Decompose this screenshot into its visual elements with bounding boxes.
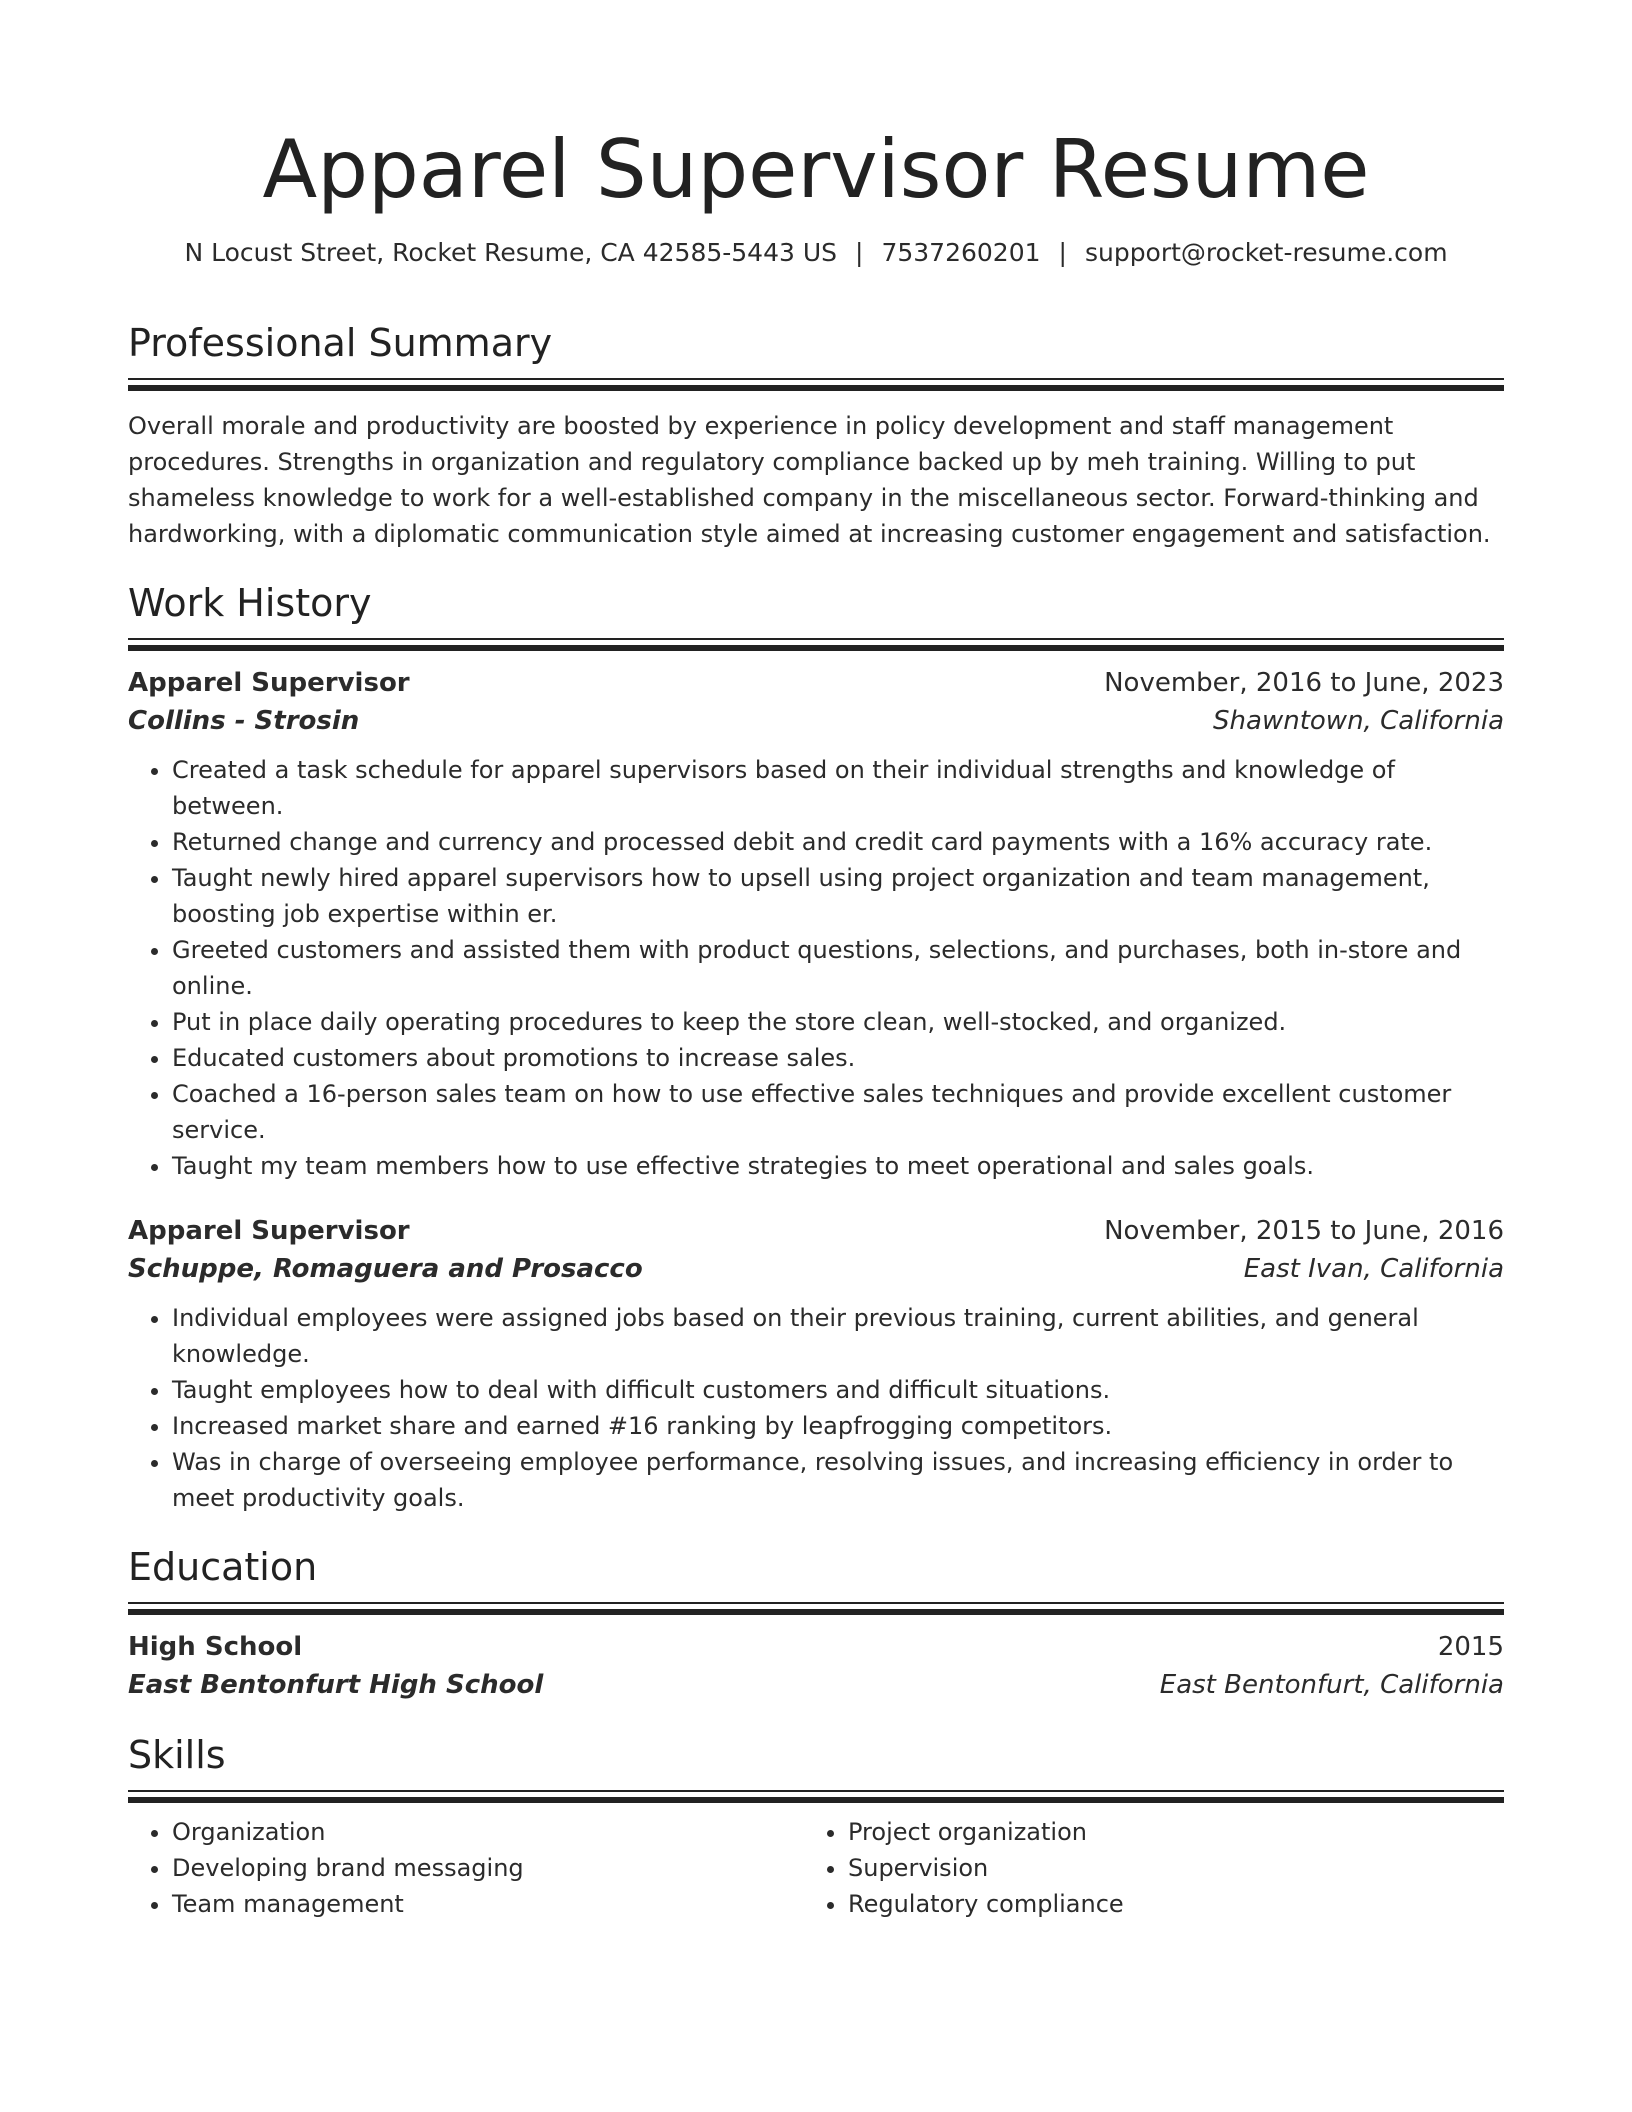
job-header-row (128, 664, 1504, 702)
education-location: East Bentonfurt, California (1159, 1670, 1504, 1700)
job-company: Schuppe, Romaguera and Prosacco (128, 1254, 643, 1284)
job-bullet: • Was in charge of overseeing employee performance, resolving issues, and increasing efficiency in order to meet productivity goals. (172, 1444, 1504, 1516)
job-bullet: • Returned change and currency and processed debit and credit card payments with a 16% accuracy rate. (172, 824, 1504, 860)
skills-list-right (804, 1814, 1480, 1922)
job-bullet: • Taught employees how to deal with difficult customers and difficult situations. (172, 1372, 1504, 1408)
section-heading-summary: Professional Summary (128, 321, 553, 365)
resume-page (128, 0, 1504, 1922)
contact-separator: | (1058, 238, 1067, 267)
job-bullet: • Created a task schedule for apparel supervisors based on their individual strengths and knowledge of between. (172, 752, 1504, 824)
job-header-row (128, 1212, 1504, 1250)
job-company-row (128, 1250, 1504, 1288)
contact-line (128, 236, 1504, 270)
job-bullet: • Coached a 16-person sales team on how to use effective sales techniques and provide excellent customer service. (172, 1076, 1504, 1148)
job-bullet: • Taught my team members how to use effective strategies to meet operational and sales goals. (172, 1148, 1504, 1184)
section-divider (128, 378, 1504, 390)
skill-item: • Team management (172, 1886, 804, 1922)
education-degree: High School (128, 1632, 303, 1662)
summary-section (128, 318, 1504, 552)
job-company-row (128, 702, 1504, 740)
job-dates: November, 2016 to June, 2023 (1104, 668, 1504, 698)
job-title: Apparel Supervisor (128, 1216, 410, 1246)
job-entry (128, 1212, 1504, 1516)
education-section (128, 1542, 1504, 1704)
job-bullet: • Greeted customers and assisted them with product questions, selections, and purchases, both in-store and online. (172, 932, 1504, 1004)
skill-item: • Supervision (848, 1850, 1480, 1886)
section-divider (128, 1790, 1504, 1802)
job-location: Shawntown, California (1213, 706, 1504, 736)
education-header-row (128, 1628, 1504, 1666)
education-entry (128, 1628, 1504, 1704)
job-bullets (128, 752, 1504, 1184)
section-heading-skills: Skills (128, 1733, 226, 1777)
job-bullet: • Individual employees were assigned jobs based on their previous training, current abilities, and general knowledge. (172, 1300, 1504, 1372)
job-company: Collins - Strosin (128, 706, 360, 736)
job-bullets (128, 1300, 1504, 1516)
contact-separator: | (855, 238, 864, 267)
job-bullet: • Put in place daily operating procedures to keep the store clean, well-stocked, and organized. (172, 1004, 1504, 1040)
job-location: East Ivan, California (1243, 1254, 1504, 1284)
skills-section (128, 1730, 1504, 1922)
section-heading-education: Education (128, 1545, 318, 1589)
section-heading-work: Work History (128, 581, 372, 625)
job-dates: November, 2015 to June, 2016 (1104, 1216, 1504, 1246)
skill-item: • Developing brand messaging (172, 1850, 804, 1886)
contact-phone: 7537260201 (881, 238, 1041, 267)
skills-columns (128, 1814, 1504, 1922)
skill-item: • Project organization (848, 1814, 1480, 1850)
section-divider (128, 638, 1504, 650)
skill-item: • Regulatory compliance (848, 1886, 1480, 1922)
job-bullet: • Educated customers about promotions to increase sales. (172, 1040, 1504, 1076)
skills-list-left (128, 1814, 804, 1922)
work-history-section (128, 578, 1504, 1516)
education-year: 2015 (1437, 1632, 1504, 1662)
summary-text: Overall morale and productivity are boosted by experience in policy development and staff management procedures. Strengths in organization and regulatory compliance backed up by meh training. Willing to put shameless knowledge to work for a well-established company in the miscellaneous sector. Forward-thinking and hardworking, with a diplomatic communication style aimed at increasing customer engagement and satisfaction. (128, 412, 1491, 548)
job-entry (128, 664, 1504, 1184)
job-bullet: • Increased market share and earned #16 ranking by leapfrogging competitors. (172, 1408, 1504, 1444)
contact-address: N Locust Street, Rocket Resume, CA 42585-5443 US (184, 238, 838, 267)
resume-title: Apparel Supervisor Resume (262, 123, 1370, 216)
job-bullet: • Taught newly hired apparel supervisors how to upsell using project organization and team management, boosting job expertise within er. (172, 860, 1504, 932)
education-school: East Bentonfurt High School (128, 1670, 544, 1700)
skill-item: • Organization (172, 1814, 804, 1850)
job-title: Apparel Supervisor (128, 668, 410, 698)
contact-email: support@rocket-resume.com (1084, 238, 1448, 267)
education-school-row (128, 1666, 1504, 1704)
section-divider (128, 1602, 1504, 1614)
